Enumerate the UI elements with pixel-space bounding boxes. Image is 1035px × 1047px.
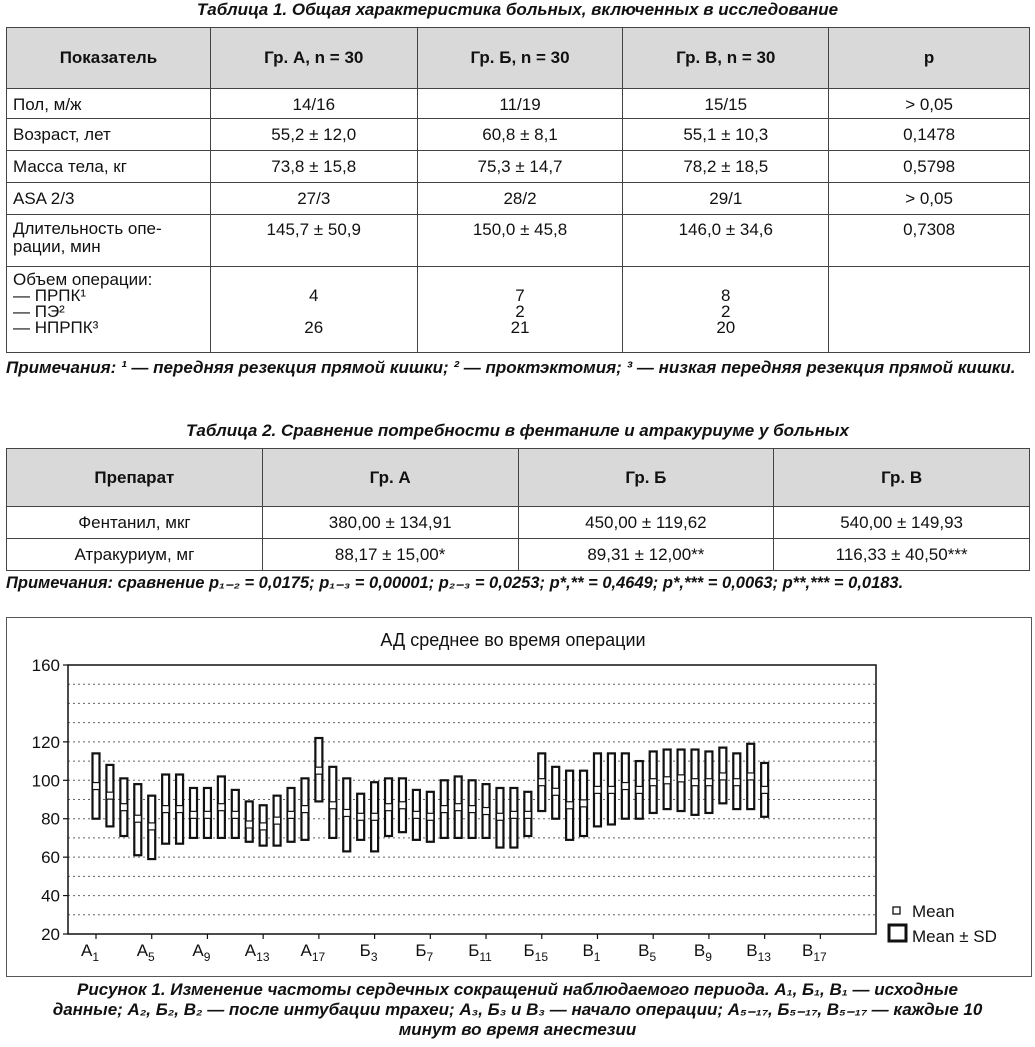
table1-cell: 0,5798: [829, 151, 1030, 183]
x-tick-label: $В_5$: [638, 941, 657, 964]
table2-header-row: [7, 449, 1030, 507]
table1-header-row: [7, 28, 1030, 89]
mean-marker: [636, 786, 643, 793]
figure-caption: [0, 980, 1035, 1040]
table1-cell: 0,7308: [829, 215, 1030, 267]
table1-note: Примечания: ¹ — передняя резекция прямой кишки; ² — проктэктомия; ³ — низкая передняя резекция прямой кишки.: [6, 358, 1016, 377]
mean-marker: [274, 817, 281, 824]
figure-caption-line: минут во время анестезии: [398, 1020, 637, 1039]
table1-cell: 0,1478: [829, 119, 1030, 151]
mean-marker: [538, 779, 545, 786]
x-tick-label: $А_5$: [136, 941, 155, 964]
table1-cell: 55,1 ± 10,3: [623, 119, 829, 151]
figure-caption-line: данные; А₂, Б₂, В₂ — после интубации трахеи; А₃, Б₃ и В₃ — начало операции; А₅₋₁₇, Б₅₋₁₇, В₅₋₁₇ — каждые 10: [52, 1000, 983, 1019]
mean-marker: [385, 804, 392, 811]
mean-marker: [148, 823, 155, 830]
x-tick-label: $В_{17}$: [802, 941, 827, 964]
table1-cell: Масса тела, кг: [7, 151, 211, 183]
series-boxes: [93, 738, 769, 859]
table1-header-cell: Гр. В, n = 30: [623, 28, 829, 89]
x-tick-label: $А_9$: [192, 941, 211, 964]
x-tick-label: $В_{13}$: [746, 941, 771, 964]
volume-value: 7: [515, 286, 525, 305]
mean-marker: [120, 804, 127, 811]
mean-marker: [260, 823, 267, 830]
x-tick-label: $В_9$: [693, 941, 712, 964]
mean-marker: [232, 811, 239, 818]
legend-sd-symbol: [889, 925, 906, 941]
x-tick-label: $Б_7$: [415, 941, 434, 964]
table1-cell: 29/1: [623, 183, 829, 215]
legend-mean-label: Mean: [912, 902, 955, 921]
volume-value: 4: [309, 286, 319, 305]
mean-marker: [483, 808, 490, 815]
mean-marker: [371, 813, 378, 820]
mean-marker: [343, 809, 350, 816]
table2-note: Примечания: сравнение p₁₋₂ = 0,0175; p₁₋₃ = 0,00001; p₂₋₃ = 0,0253; p*,** = 0,4649; p*,*** = 0,0063; p**,*** = 0,0183.: [6, 574, 904, 592]
table2-cell: Фентанил, мкг: [7, 507, 263, 539]
y-tick-label: 120: [31, 732, 60, 752]
mean-marker: [106, 792, 113, 799]
table1-cell: 55,2 ± 12,0: [210, 119, 417, 151]
volume-value: 20: [716, 318, 736, 337]
table2-cell: 540,00 ± 149,93: [774, 507, 1030, 539]
mean-marker: [204, 811, 211, 818]
table1-volume-label: [7, 267, 211, 353]
table1-cell: 28/2: [417, 183, 623, 215]
table2-header-cell: Гр. А: [262, 449, 518, 507]
x-tick-label: $А_{13}$: [244, 941, 270, 964]
table-row: [7, 183, 1030, 215]
table1-cell: [829, 267, 1030, 353]
mean-marker: [510, 811, 517, 818]
mean-marker: [552, 788, 559, 795]
chart-title: АД среднее во время операции: [380, 630, 646, 650]
mean-marker: [315, 767, 322, 774]
table1-cell: 146,0 ± 34,6: [623, 215, 829, 267]
table1-cell: 75,3 ± 14,7: [417, 151, 623, 183]
y-tick-label: 80: [41, 809, 60, 829]
mean-marker: [608, 786, 615, 793]
mean-marker: [93, 783, 100, 790]
table1-cell: > 0,05: [829, 89, 1030, 119]
table1-header-cell: p: [829, 28, 1030, 89]
x-tick-label: $А_1$: [80, 941, 100, 964]
table-row: [7, 507, 1030, 539]
table1-header-cell: Гр. А, n = 30: [210, 28, 417, 89]
table-row: [7, 89, 1030, 119]
volume-item: — ПЭ²: [13, 302, 65, 321]
table2: [6, 448, 1030, 571]
legend-mean-symbol: [893, 907, 900, 914]
volume-item: — ПРПК¹: [13, 286, 87, 305]
mean-marker: [469, 806, 476, 813]
table2-cell: 450,00 ± 119,62: [518, 507, 774, 539]
mean-marker: [747, 773, 754, 780]
y-axis: [32, 656, 68, 944]
mean-marker: [441, 806, 448, 813]
mean-marker: [399, 802, 406, 809]
table1-cell: > 0,05: [829, 183, 1030, 215]
table1-cell: Длительность опе- рации, мин: [7, 215, 211, 267]
figure-frame: [6, 617, 1032, 977]
box-chart: [7, 618, 1031, 976]
y-tick-label: 40: [41, 886, 60, 906]
table1-cell: 78,2 ± 18,5: [623, 151, 829, 183]
table1-cell: 150,0 ± 45,8: [417, 215, 623, 267]
table1: [6, 27, 1030, 353]
table2-cell: 116,33 ± 40,50***: [774, 539, 1030, 571]
mean-marker: [594, 786, 601, 793]
mean-marker: [288, 811, 295, 818]
table-row: [7, 119, 1030, 151]
table1-cell: 14/16: [210, 89, 417, 119]
mean-marker: [566, 802, 573, 809]
volume-value: 2: [515, 302, 525, 321]
table1-header-cell: Гр. Б, n = 30: [417, 28, 623, 89]
table-row: [7, 267, 1030, 353]
mean-marker: [190, 811, 197, 818]
table1-header-cell: Показатель: [7, 28, 211, 89]
mean-marker: [678, 775, 685, 782]
mean-marker: [176, 806, 183, 813]
table1-cell: 145,7 ± 50,9: [210, 215, 417, 267]
mean-marker: [719, 773, 726, 780]
table1-cell: 15/15: [623, 89, 829, 119]
mean-marker: [455, 804, 462, 811]
x-tick-label: $Б_{11}$: [468, 941, 492, 964]
mean-marker: [524, 811, 531, 818]
mean-marker: [357, 813, 364, 820]
table2-cell: 88,17 ± 15,00*: [262, 539, 518, 571]
table1-cell: 27/3: [210, 183, 417, 215]
mean-marker: [246, 821, 253, 828]
table1-cell: 60,8 ± 8,1: [417, 119, 623, 151]
x-tick-label: $Б_3$: [359, 941, 378, 964]
table2-cell: Атракуриум, мг: [7, 539, 263, 571]
table2-header-cell: Препарат: [7, 449, 263, 507]
mean-marker: [761, 786, 768, 793]
mean-marker: [218, 804, 225, 811]
x-tick-label: $В_1$: [582, 941, 601, 964]
figure-caption-line: Рисунок 1. Изменение частоты сердечных сокращений наблюдаемого периода. А₁, Б₁, В₁ — исходные: [77, 980, 958, 999]
mean-marker: [580, 800, 587, 807]
table1-caption: Таблица 1. Общая характеристика больных, включенных в исследование: [196, 0, 839, 19]
mean-marker: [413, 811, 420, 818]
table1-cell: Пол, м/ж: [7, 89, 211, 119]
volume-value: 8: [721, 286, 731, 305]
volume-item: — НПРПК³: [13, 318, 99, 337]
volume-title: Объем операции:: [13, 270, 153, 289]
mean-marker: [162, 806, 169, 813]
y-tick-label: 160: [31, 656, 60, 675]
legend: [889, 902, 997, 946]
table-row: [7, 151, 1030, 183]
x-tick-label: $А_{17}$: [300, 941, 326, 964]
table1-cell: Возраст, лет: [7, 119, 211, 151]
table-row: [7, 539, 1030, 571]
mean-marker: [650, 779, 657, 786]
volume-value: 2: [721, 302, 731, 321]
table1-cell: [210, 267, 417, 353]
y-tick-label: 20: [41, 925, 60, 944]
volume-value: 21: [510, 318, 530, 337]
table1-cell: [417, 267, 623, 353]
mean-marker: [733, 779, 740, 786]
legend-sd-label: Mean ± SD: [912, 927, 997, 946]
mean-marker: [691, 779, 698, 786]
table1-cell: ASA 2/3: [7, 183, 211, 215]
volume-value: 26: [304, 318, 324, 337]
mean-marker: [496, 813, 503, 820]
table1-cell: 73,8 ± 15,8: [210, 151, 417, 183]
table2-cell: 89,31 ± 12,00**: [518, 539, 774, 571]
table2-header-cell: Гр. В: [774, 449, 1030, 507]
mean-marker: [329, 802, 336, 809]
table1-cell: 11/19: [417, 89, 623, 119]
x-axis: [81, 934, 827, 964]
mean-marker: [427, 813, 434, 820]
table2-caption: Таблица 2. Сравнение потребности в фентаниле и атракуриуме у больных: [186, 421, 849, 440]
table2-header-cell: Гр. Б: [518, 449, 774, 507]
table2-cell: 380,00 ± 134,91: [262, 507, 518, 539]
table1-cell: [623, 267, 829, 353]
y-tick-label: 60: [41, 848, 60, 868]
x-tick-label: $Б_{15}$: [523, 941, 549, 964]
mean-marker: [301, 806, 308, 813]
y-tick-label: 100: [31, 771, 60, 791]
mean-marker: [664, 777, 671, 784]
mean-marker: [134, 815, 141, 822]
mean-marker: [622, 783, 629, 790]
table-row: [7, 215, 1030, 267]
mean-marker: [705, 779, 712, 786]
